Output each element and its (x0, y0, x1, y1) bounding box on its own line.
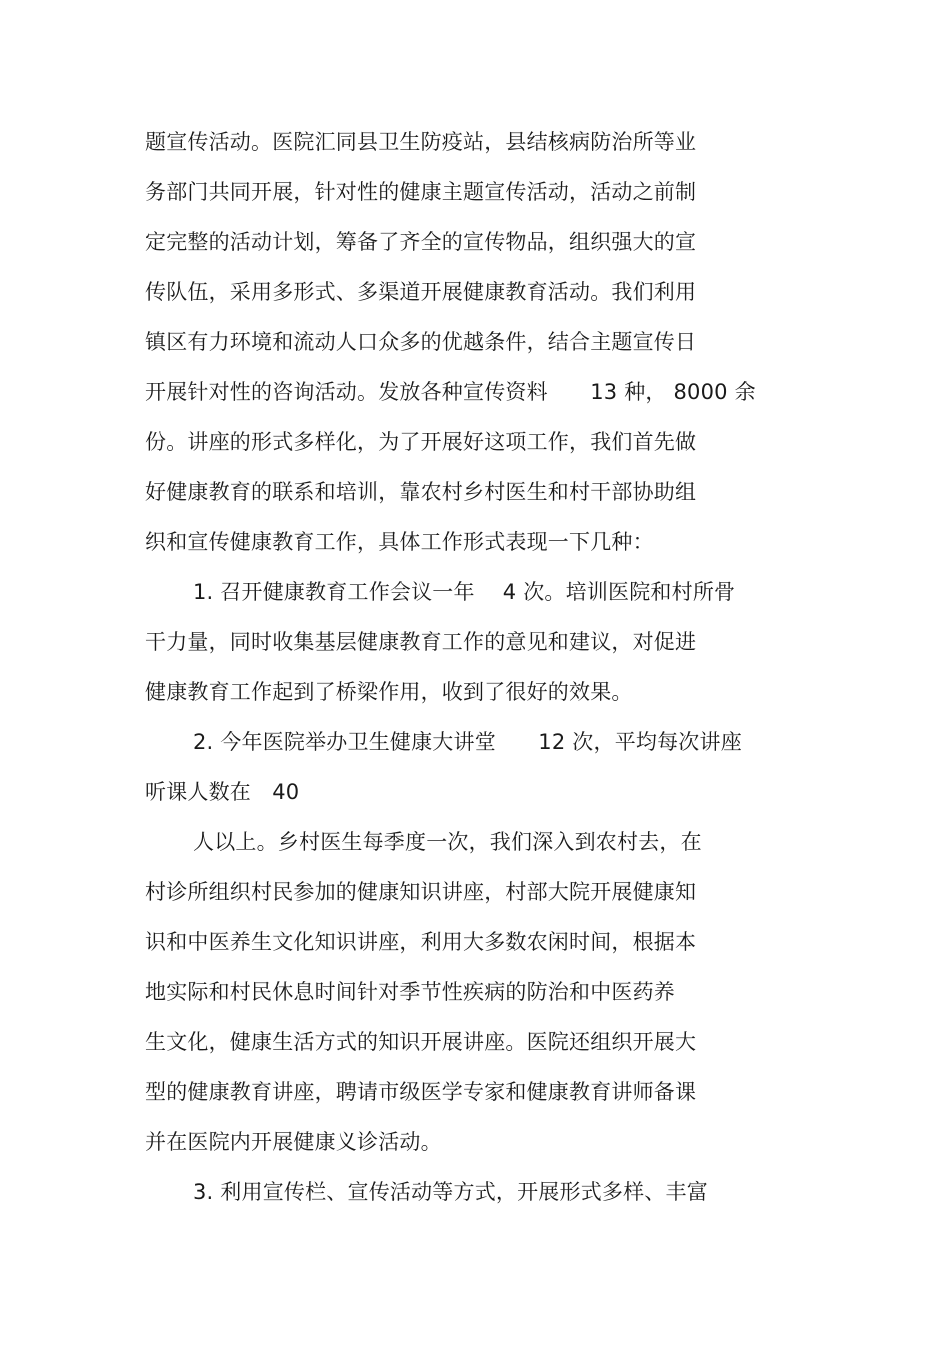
text-line: 镇区有力环境和流动人口众多的优越条件，结合主题宣传日 (145, 330, 697, 354)
text-line: 定完整的活动计划，筹备了齐全的宣传物品，组织强大的宣 (145, 230, 697, 254)
text-line: 地实际和村民休息时间针对季节性疾病的防治和中医药养 (145, 980, 675, 1004)
text-line: 生文化，健康生活方式的知识开展讲座。医院还组织开展大 (145, 1030, 697, 1054)
text-line: 识和中医养生文化知识讲座，利用大多数农闲时间，根据本 (145, 930, 697, 954)
text-line: 织和宣传健康教育工作，具体工作形式表现一下几种： (145, 530, 654, 554)
text-line: 好健康教育的联系和培训，靠农村乡村医生和村干部协助组 (145, 480, 697, 504)
text-line: 型的健康教育讲座，聘请市级医学专家和健康教育讲师备课 (145, 1080, 697, 1104)
list-item-3: 3. 利用宣传栏、宣传活动等方式，开展形式多样、丰富 (193, 1180, 708, 1204)
text-line: 份。讲座的形式多样化，为了开展好这项工作，我们首先做 (145, 430, 697, 454)
text-line: 务部门共同开展，针对性的健康主题宣传活动，活动之前制 (145, 180, 697, 204)
text-line: 并在医院内开展健康义诊活动。 (145, 1130, 442, 1154)
text-line: 题宣传活动。医院汇同县卫生防疫站，县结核病防治所等业 (145, 130, 697, 154)
list-item-2: 2. 今年医院举办卫生健康大讲堂 12 次，平均每次讲座 (193, 730, 742, 754)
text-line: 开展针对性的咨询活动。发放各种宣传资料 13 种， 8000 余 (145, 380, 756, 404)
text-line: 村诊所组织村民参加的健康知识讲座，村部大院开展健康知 (145, 880, 697, 904)
text-line: 健康教育工作起到了桥梁作用，收到了很好的效果。 (145, 680, 633, 704)
text-line: 干力量，同时收集基层健康教育工作的意见和建议，对促进 (145, 630, 697, 654)
text-line: 人以上。乡村医生每季度一次，我们深入到农村去，在 (193, 830, 702, 854)
list-item-1: 1. 召开健康教育工作会议一年 4 次。培训医院和村所骨 (193, 580, 736, 604)
text-line: 传队伍，采用多形式、多渠道开展健康教育活动。我们利用 (145, 280, 697, 304)
text-line: 听课人数在 40 (145, 780, 300, 804)
